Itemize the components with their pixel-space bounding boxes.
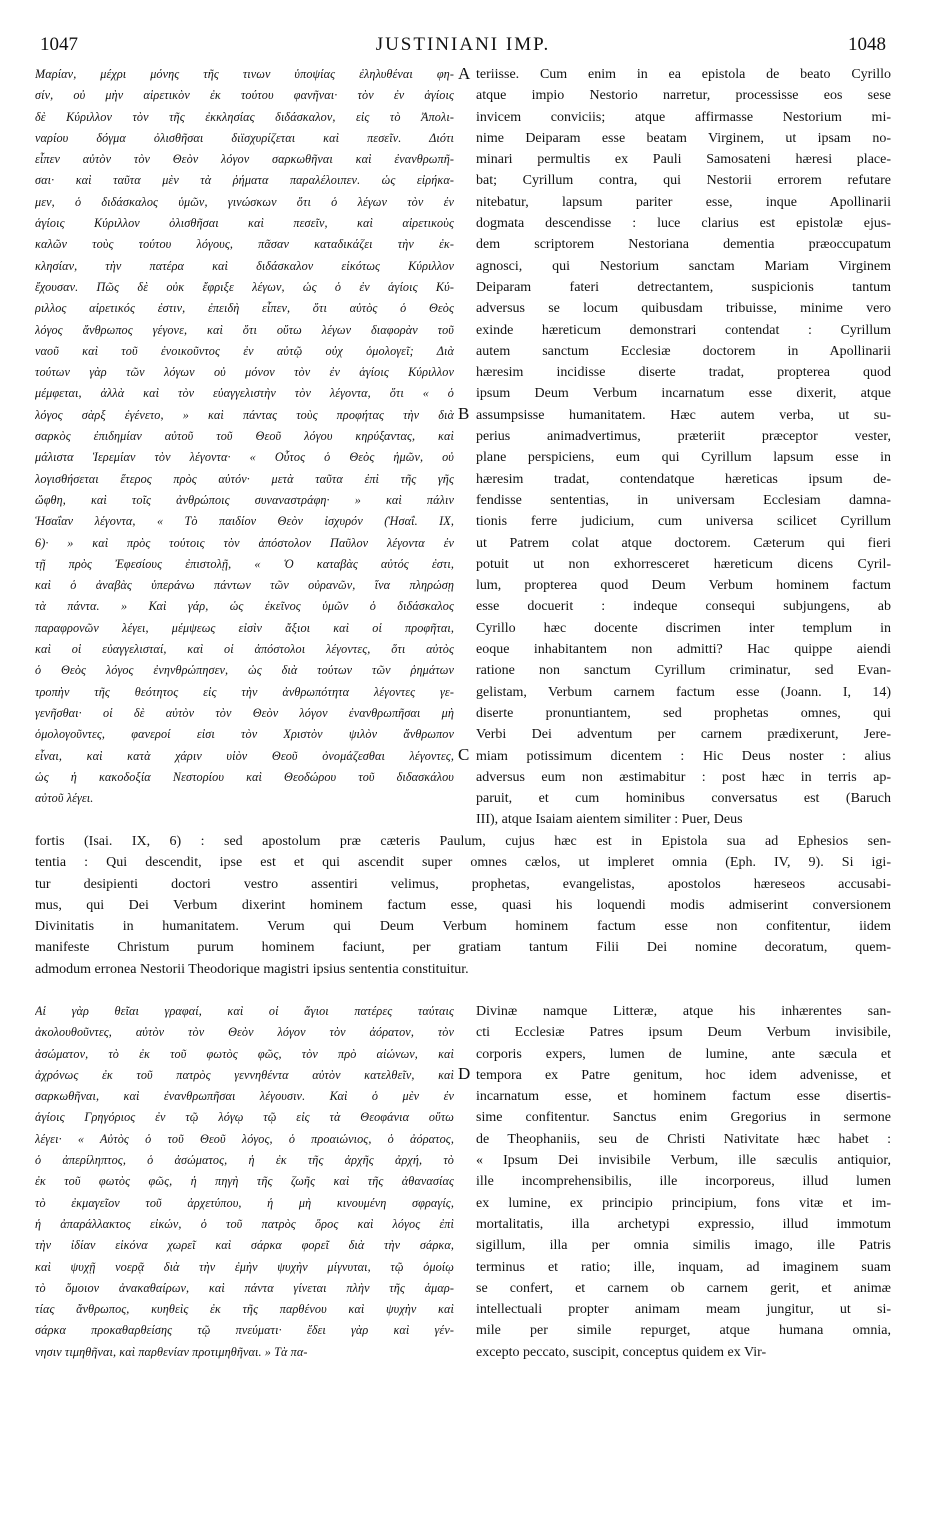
greek-text-line: ἁγίοις Κύριλλον ὀλισθῆσαι καὶ πεσεῖν, καὶ αἱρετικοὺς (35, 216, 454, 231)
latin-text-line: Deiparam fateri detrectantem, suspicionis tantum (476, 279, 891, 295)
latin-text-line: intellectuali propter animam meam jungitur, ut si- (476, 1302, 891, 1318)
greek-text-line: ριλλος αἱρετικός ἐστιν, ἐπειδὴ εἶπεν, ὅτι αὐτὸς ὁ Θεὸς (35, 301, 454, 316)
latin-text-line: III), atque Isaiam aientem similiter : Puer, Deus (476, 812, 743, 828)
greek-text-line: ἐκ τοῦ φωτὸς φῶς, ἡ πηγὴ τῆς ζωῆς καὶ τῆς ἀθανασίας (35, 1174, 454, 1189)
latin-text-line: se confert, et carnem ob carnem gerit, et animæ (476, 1280, 891, 1296)
latin-text-line: tur desipienti doctori vestro assentiri velimus, prophetas, evangelistas, apostolos hæreseos accusabi- (35, 876, 891, 892)
greek-text-line: ἔχουσαν. Πῶς δὲ οὐκ ἔφριξε λέγων, ὡς ὁ ἐν ἁγίοις Κύ- (35, 279, 454, 294)
greek-text-line: καὶ ψυχῇ νοερᾷ διὰ τὴν ἐμὴν ψυχὴν μίγνυται, τῷ ὁμοίῳ (35, 1259, 454, 1274)
latin-text-line: invicem conviciis; atque affirmasse Nestorium mi- (476, 109, 891, 125)
greek-text-line: τῇ πρὸς Ἐφεσίους ἐπιστολῇ, « Ὁ καταβὰς αὐτός ἐστι, (35, 556, 454, 571)
section-marker-a: A (458, 64, 471, 83)
latin-text-line: sigillum, illa per omnia similis imago, ille Patris (476, 1238, 891, 1254)
latin-text-line: Divinæ namque Litteræ, atque his inhærentes san- (476, 1004, 891, 1019)
latin-text-line: admodum erronea Nestorii Theodorique magistri ipsius sententia constituitur. (35, 961, 469, 977)
latin-text-line: mile per simile repurget, atque humana omnia, (476, 1323, 891, 1339)
greek-text-line: ἡ ἀπαράλλακτος εἰκών, ὁ τοῦ πατρὸς ὅρος καὶ λόγος ἐπὶ (35, 1216, 454, 1231)
latin-text-line: Cyrillo hæc docente discrimen inter templum in (476, 620, 891, 636)
greek-text-line: εἶναι, καὶ κατὰ χάριν υἱὸν Θεοῦ ὀνομάζεσθαι λέγοντες, (35, 748, 454, 763)
latin-text-line: de Theophaniis, seu de Christi Nativitate hæc habet : (476, 1131, 891, 1147)
latin-text-line: miam potissimum dicentem : Hic Deus noster : alius (476, 748, 891, 764)
greek-text-line: αὐτοῦ λέγει. (35, 791, 94, 806)
latin-text-line: adversus se locum quibusdam tribuisse, minime vero (476, 301, 891, 317)
greek-text-line: σαι· καὶ ταῦτα μὲν τὰ ῥήματα παραλέλοιπεν. ὡς εἰρήκα- (35, 173, 454, 188)
latin-text-line: ut Patrem colat atque doctorem. Cæterum qui fieri (476, 535, 891, 551)
latin-text-line: excepto peccato, suscipit, conceptus quidem ex Vir- (476, 1344, 767, 1360)
greek-text-line: τὸ ὅμοιον ἀνακαθαίρων, καὶ πάντα γίνεται πλὴν τῆς ἁμαρ- (35, 1280, 454, 1295)
latin-text-line: potuit ut non exhorresceret hæreticum dicens Cyril- (476, 556, 891, 572)
greek-text-line: ὡς ἡ κακοδοξία Νεστορίου καὶ Θεοδώρου τοῦ διδασκάλου (35, 769, 454, 784)
latin-text-line: Verbi Dei adventum per carnem prædixerunt, Jere- (476, 727, 891, 743)
latin-text-line: corporis expers, lumen de lumine, ante sæcula et (476, 1046, 891, 1062)
greek-text-line: Αἱ γὰρ θεῖαι γραφαί, καὶ οἱ ἅγιοι πατέρες ταύταις (35, 1004, 454, 1018)
greek-text-line: καὶ ὁ ἀναβὰς ὑπεράνω πάντων τῶν οὐρανῶν, ἵνα πληρώσῃ (35, 578, 454, 593)
latin-text-line: hæresim tradat, contendatque hæreticas ipsum de- (476, 471, 891, 487)
latin-text-line: sime confitentur. Sanctus enim Gregorius in sermone (476, 1110, 891, 1126)
running-title: JUSTINIANI IMP. (375, 34, 551, 55)
greek-text-line: ἀκολουθοῦντες, αὐτὸν τὸν Θεὸν λόγον τὸν ἀόρατον, τὸν (35, 1025, 454, 1040)
greek-column-bottom (35, 1001, 454, 1363)
latin-full-width-paragraph (35, 831, 891, 980)
greek-text-line: κλησίαν, τὴν πατέρα καὶ διδάσκαλον εἰκότως Κύριλλον (35, 258, 454, 273)
greek-text-line: νησιν τιμηθῆναι, καὶ παρθενίαν προτιμηθῆναι. » Τὰ πα- (35, 1344, 308, 1359)
latin-text-line: adversus eum non æstimabitur : post hæc in terris ap- (476, 769, 891, 785)
greek-text-line: ὁ ἀπερίληπτος, ὁ ἀσώματος, ἡ ἐκ τῆς ἀρχῆς ἀρχή, τὸ (35, 1153, 454, 1168)
greek-text-line: ναρίου δόγμα ὀλισθῆσαι διϊσχυρίζεται καὶ πεσεῖν. Διότι (35, 130, 454, 145)
latin-text-line: esse docuerit : indeque consequi subjungens, ab (476, 599, 891, 615)
latin-column-bottom (476, 1001, 891, 1363)
running-header (40, 34, 886, 60)
greek-text-line: σαρκὸς ἐπιδημίαν αὐτοῦ τοῦ Θεοῦ λόγου κηρύξαντας, καὶ (35, 429, 454, 444)
latin-text-line: ipsum Deum Verbum incarnatum esse dixerit, atque (476, 386, 891, 402)
greek-text-line: εἶπεν αὐτὸν τὸν Θεὸν λόγον σαρκωθῆναι καὶ ἐνανθρωπῆ- (35, 152, 454, 167)
latin-text-line: tentia : Qui descendit, ipse est et qui ascendit super omnes cælos, ut impleret omnia (Eph. IV, 9). Si igi- (35, 855, 891, 871)
greek-text-line: γενῆσθαι· οἱ δὲ αὐτὸν τὸν Θεὸν λόγον ἐνανθρωπῆσαι μὴ (35, 705, 454, 720)
greek-text-line: σίν, οὐ μὴν αἱρετικὸν ἐκ τούτου φανῆναι· τὸν ἐν ἁγίοις (35, 88, 454, 103)
latin-text-line: atque impio Nestorio narretur, processisse eos sese (476, 88, 891, 104)
greek-text-line: μέμφεται, ἀλλὰ καὶ τὸν εὐαγγελιστὴν τὸν λέγοντα, ὅτι « ὁ (35, 386, 454, 401)
greek-text-line: Μαρίαν, μέχρι μόνης τῆς τινων ὑποψίας ἐληλυθέναι φη- (35, 67, 454, 81)
greek-text-line: λογισθήσεται ἕτερος πρὸς αὐτόν· μετὰ ταῦτα ἐπὶ τῆς γῆς (35, 471, 454, 486)
latin-text-line: gelistam, Verbum carnem factum esse (Joann. I, 14) (476, 684, 891, 700)
latin-column-top (476, 64, 891, 831)
section-marker-c: C (458, 745, 470, 764)
greek-text-line: Ἡσαΐαν λέγοντα, « Τὸ παιδίον Θεὸν ἰσχυρόν (Ἡσαΐ. ΙΧ, (35, 514, 454, 529)
latin-text-line: autem sanctum Ecclesiæ doctorem in Apollinarii (476, 343, 891, 359)
left-page-number: 1047 (40, 34, 78, 55)
section-marker-d: D (458, 1064, 471, 1083)
section-marker-b: B (458, 404, 470, 423)
greek-text-line: τίας ἄνθρωπος, κυηθεὶς ἐκ τῆς παρθένου καὶ ψυχὴν καὶ (35, 1302, 454, 1317)
latin-text-line: assumpsisse humanitatem. Hæc autem verba, ut su- (476, 407, 891, 423)
latin-text-line: nime Deiparam esse beatam Virginem, ut ipsam no- (476, 130, 891, 146)
latin-text-line: ratione non sanctum Cyrillum criminatur, sed Evan- (476, 663, 891, 679)
greek-text-line: τούτων γὰρ τῶν λόγων οὐ μόνον τὸν ἐν ἁγίοις Κύριλλον (35, 365, 454, 380)
greek-text-line: ναοῦ καὶ τοῦ ἐνοικοῦντος ἐν αὐτῷ οὐχ ὁμολογεῖ; Διὰ (35, 343, 454, 358)
latin-text-line: tionis ferre judicium, cum universa scilicet Cyrillum (476, 514, 891, 530)
latin-text-line: perius animadvertimus, præteriit præceptor vester, (476, 429, 891, 445)
latin-text-line: cti Ecclesiæ Patres ipsum Deum Verbum invisibile, (476, 1025, 891, 1041)
greek-text-line: καλῶν τοὺς τούτου λόγους, πᾶσαν καταδικάζει τὴν ἐκ- (35, 237, 454, 252)
latin-text-line: Divinitatis in humanitatem. Verum qui Deum Verbum hominem factum esse non confitentur, iidem (35, 919, 891, 935)
latin-text-line: terminus et ratio; ille, inquam, ad imaginem suam (476, 1259, 891, 1275)
latin-text-line: mortalitatis, illa archetypi expressio, illud immotum (476, 1216, 891, 1232)
latin-text-line: fortis (Isai. IX, 6) : sed apostolum præ cæteris Paulum, cujus hæc est in Epistola sua ad Ephesios sen- (35, 834, 891, 849)
greek-text-line: δὲ Κύριλλον τὸν τῆς ἐκκλησίας διδάσκαλον, εἰς τὸ Ἀπολι- (35, 109, 454, 124)
greek-text-line: λέγει· « Αὐτὸς ὁ τοῦ Θεοῦ λόγος, ὁ προαιώνιος, ὁ ἀόρατος, (35, 1131, 454, 1146)
latin-text-line: nitebatur, lapsum pariter esse, inque Apollinarii (476, 194, 891, 210)
right-page-number: 1048 (848, 34, 886, 55)
latin-text-line: paruit, et cum hominibus conversatus est (Baruch (476, 791, 891, 807)
latin-text-line: mus, qui Dei Verbum dixerint hominem factum esse, quasi his loquendi modis admiserint conversionem (35, 897, 891, 913)
greek-text-line: μάλιστα Ἱερεμίαν τὸν λέγοντα· « Οὗτος ὁ Θεὸς ἡμῶν, οὐ (35, 450, 454, 465)
greek-text-line: παραφρονῶν λέγει, μέμψεως εἰσὶν ἄξιοι καὶ οἱ προφῆται, (35, 620, 454, 635)
greek-text-line: λόγος σὰρξ ἐγένετο, » καὶ πάντας τοὺς προφήτας τὴν διὰ (35, 407, 454, 422)
latin-text-line: « Ipsum Dei invisibile Verbum, ille sæculis antiquior, (476, 1153, 891, 1169)
greek-text-line: μεν, ὁ διδάσκαλος ὑμῶν, γινώσκων ὅτι ὁ λέγων τὸν ἐν (35, 194, 454, 209)
greek-text-line: ὁ Θεὸς λόγος ἐνηνθρώπησεν, ὡς διὰ τούτων τῶν ῥημάτων (35, 663, 454, 678)
latin-text-line: dogmata descendisse : luce clarius est epistolæ ejus- (476, 216, 891, 232)
latin-text-line: dem scriptorem Nestoriana dementia præoccupatum (476, 237, 891, 253)
greek-text-line: τὴν ἰδίαν εἰκόνα χωρεῖ καὶ σάρκα φορεῖ διὰ τὴν σάρκα, (35, 1238, 454, 1253)
latin-text-line: incarnatum esse, et hominem factum esse disertis- (476, 1089, 891, 1105)
latin-text-line: fendisse sententias, in universam Ecclesiam damna- (476, 492, 891, 508)
greek-text-line: καὶ οἱ εὐαγγελισταί, καὶ οἱ ἀπόστολοι λέγοντες, ὅτι αὐτὸς (35, 642, 454, 657)
latin-text-line: ille incomprehensibilis, ille incorporeus, illud lumen (476, 1174, 891, 1190)
greek-text-line: 6)· » καὶ πρὸς τούτοις τὸν ἀπόστολον Παῦλον λέγοντα ἐν (35, 535, 454, 550)
greek-text-line: λόγος ἄνθρωπος γέγονε, καὶ ὅτι οὕτω λέγων διαφορὰν τοῦ (35, 322, 454, 337)
greek-text-line: ἀσώματον, τὸ ἐκ τοῦ φωτὸς φῶς, τὸν πρὸ αἰώνων, καὶ (35, 1046, 454, 1061)
greek-column-top (35, 64, 454, 809)
latin-text-line: diserte pronuntiantem, sed prophetas omnes, qui (476, 705, 891, 721)
latin-text-line: manifeste Christum purum hominem faciunt, per gratiam tantum Filii Dei nomine decoratum, quem- (35, 940, 891, 956)
latin-text-line: ex lumine, ex principio principium, fons vitæ et im- (476, 1195, 891, 1211)
latin-text-line: bat; Cyrillum contra, qui Nestorii errorem refutare (476, 173, 891, 189)
greek-text-line: ὤφθη, καὶ τοῖς ἀνθρώποις συναναστράφη· » καὶ πάλιν (35, 492, 454, 507)
greek-text-line: σαρκωθῆναι, καὶ ἐνανθρωπῆσαι λέγουσιν. Καὶ ὁ μὲν ἐν (35, 1089, 454, 1104)
greek-text-line: ὁμολογοῦντες, φανεροί εἰσι τὸν Χριστὸν ψιλὸν ἄνθρωπον (35, 727, 454, 742)
greek-text-line: ἁγίοις Γρηγόριος ἐν τῷ λόγῳ τῷ εἰς τὰ Θεοφάνια οὕτω (35, 1110, 454, 1125)
latin-text-line: tempora ex Patre genitum, hoc idem advenisse, et (476, 1067, 891, 1083)
greek-text-line: σάρκα προκαθαρθείσης τῷ πνεύματι· ἔδει γὰρ καὶ γέν- (35, 1323, 454, 1338)
latin-text-line: hæresim incidisse diserte tradat, propterea quod (476, 365, 891, 381)
greek-text-line: τροπὴν τῆς θεότητος εἰς τὴν ἀνθρωπότητα λέγοντες γε- (35, 684, 454, 699)
greek-text-line: τὸ ἐκμαγεῖον τοῦ ἀρχετύπου, ἡ μὴ κινουμένη σφραγίς, (35, 1195, 454, 1210)
greek-text-line: ἀχρόνως ἐκ τοῦ πατρὸς γεννηθέντα αὐτὸν κατελθεῖν, καὶ (35, 1067, 454, 1082)
greek-text-line: τὰ πάντα. » Καὶ γάρ, ὡς ἐκεῖνος ὑμῶν ὁ διδάσκαλος (35, 599, 454, 614)
latin-text-line: teriisse. Cum enim in ea epistola de beato Cyrillo (476, 67, 891, 82)
latin-text-line: minari permultis ex Pauli Samosateni hæresi place- (476, 152, 891, 168)
latin-text-line: lum, propterea quod Deum Verbum hominem factum (476, 578, 891, 594)
latin-text-line: eoque inhabitantem non admitti? Hac quippe aiendi (476, 642, 891, 658)
latin-text-line: agnosci, qui Nestorium sanctam Mariam Virginem (476, 258, 891, 274)
latin-text-line: exinde hæreticum demonstrari contendat : Cyrillum (476, 322, 891, 338)
latin-text-line: plane perspiciens, eum qui Cyrillum lapsum esse in (476, 450, 891, 466)
